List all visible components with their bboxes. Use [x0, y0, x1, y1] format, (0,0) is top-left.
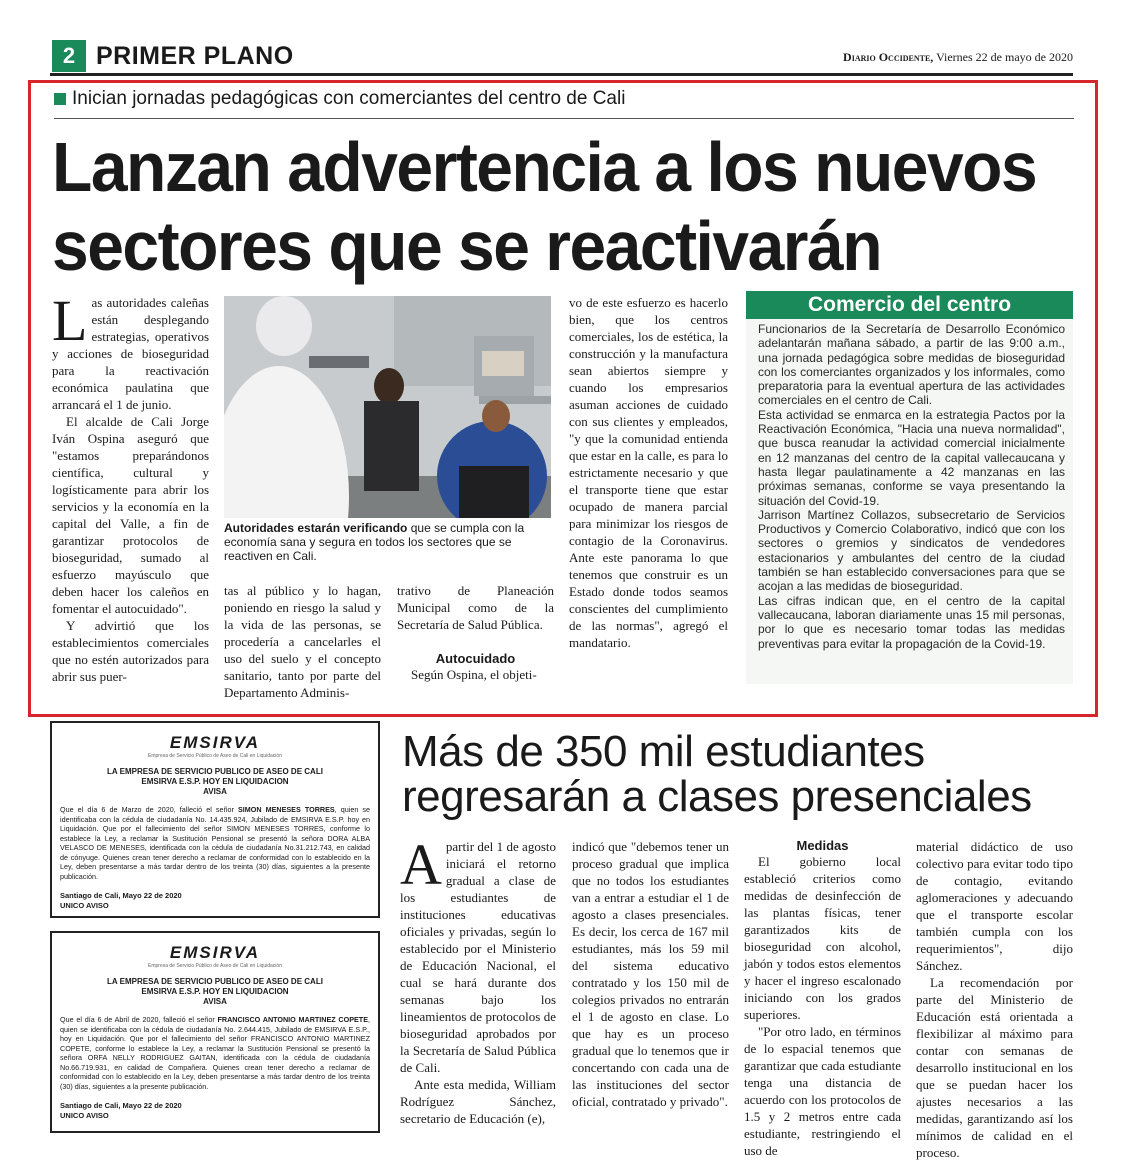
paragraph: tas al público y lo hagan, poniendo en riesgo la salud y la vida de las personas, se procedería a cancelarles el uso del suelo y el concepto sanitario, tanto por parte del Departamento Adminis- — [224, 583, 381, 700]
issue-date: Viernes 22 de mayo de 2020 — [936, 50, 1073, 64]
article2-column-3 — [744, 838, 901, 1159]
emsirva-logo: EMSIRVA — [169, 733, 261, 752]
sidebar-paragraph: Esta actividad se enmarca en la estrategia Pactos por la Reactivación Económica, "Hacia una nueva normalidad", que busca reanudar la actividad comercial inicialmente en 12 manzanas del centro de la capital vallecaucana y hasta llegar paulatinamente a 42 manzanas en las próximas semanas, conforme se vaya presentando la situación del Covid-19. — [758, 407, 1065, 508]
notice-place-date: Santiago de Cali, Mayo 22 de 2020 — [60, 891, 182, 900]
paragraph: Ante esta medida, William Rodríguez Sánchez, secretario de Educación (e), — [400, 1077, 556, 1126]
deceased-name: SIMON MENESES TORRES — [237, 805, 335, 814]
page-number: 2 — [52, 40, 86, 72]
notice-place-date: Santiago de Cali, Mayo 22 de 2020 — [60, 1101, 182, 1110]
notice-heading-line: EMSIRVA E.S.P. HOY EN LIQUIDACION — [141, 777, 289, 786]
article2-headline — [402, 727, 1092, 821]
notice-text — [52, 805, 378, 881]
legal-notice — [50, 721, 380, 918]
barbershop-photo-illustration — [224, 296, 551, 518]
paragraph: La recomendación por parte del Ministerio de Educación está orientada a flexibilizar al máximo para contar con semanas de desarrollo institucional en los que se puedan hacer los ajustes necesarios a las medidas, garantizando así los mínimos de calidad en el proceso. — [916, 975, 1073, 1160]
paragraph: indicó que "debemos tener un proceso gradual que implica que no todos los estudiantes van a entrar a estudiar el 1 de agosto a clases presenciales. Es decir, los cerca de 167 mil estudiantes, más los 59 mil del sistema educativo contratado y los 150 mil de colegios privados no entrarán el 1 de agosto en clase. Lo que hay es un proceso gradual que lo tenemos que ir concertando con cada una de las instituciones del sector oficial, contratado y privado". — [572, 839, 729, 1109]
section-title: PRIMER PLANO — [96, 42, 294, 70]
notice-text-part: , quien se identificaba con la cédula de ciudadanía No. 14.435.924, Jubilado de EMSIRVA E.S.P. hoy en Liquidación. Que por el fallecimiento del señor SIMON MENESES TORRES, conforme lo establece la Ley, a reclamar la Sustitución Pensional se presentó la señora DORA ALBA VELASCO DE MENESES, identificada con la cédula de ciudadanía No.31.212.743, en calidad de cónyuge. Quienes crean tener derecho a reclamar de conformidad con lo establecido en la Ley, deben presentarse a más tardar dentro de los treinta (30) días, siguientes a la presente publicación. — [60, 805, 371, 881]
paragraph — [400, 832, 556, 1076]
article-column-4 — [569, 294, 728, 651]
article-kicker — [54, 88, 625, 110]
paragraph: El alcalde de Cali Jorge Iván Ospina aseguró que "estamos preparándonos científica, cultural y logísticamente para abrir los servicios y la economía en la capital del Valle, a fin de garantizar protocolos de bioseguridad, sumado al esfuerzo mayúsculo que deben hacer los caleños en fomentar el autocuidado". — [52, 414, 209, 616]
article-photo — [224, 296, 551, 518]
notice-heading-line: EMSIRVA E.S.P. HOY EN LIQUIDACION — [141, 987, 289, 996]
sidebar-body — [758, 322, 1065, 651]
article-column-1 — [52, 288, 209, 685]
notice-heading — [52, 767, 378, 797]
notice-footer — [52, 891, 378, 911]
legal-notice — [50, 931, 380, 1133]
headline-line-2: regresarán a clases presenciales — [402, 771, 1032, 821]
article2-column-2 — [572, 838, 729, 1110]
notice-heading-line: AVISA — [203, 787, 227, 796]
subhead: Autocuidado — [435, 651, 516, 666]
paragraph — [52, 288, 209, 413]
green-square-icon — [54, 93, 66, 105]
headline-line-1: Lanzan advertencia a los nuevos — [52, 128, 1037, 206]
subhead: Medidas — [796, 838, 849, 853]
notice-heading — [52, 977, 378, 1007]
notice-text-part: , quien se identificaba con la cédula de ciudadanía No. 2.644.415, Jubilado de EMSIRVA E.S.P., hoy en Liquidación. Que por el fallecimiento del señor FRANCISCO ANTONIO MARTINEZ COPETE, conforme lo establece la Ley, a reclamar la Sustitución Pensional se presentó la señora ORFA NELLY RODRIGUEZ GAITAN, identificada con la cédula de ciudadanía No.66.719.931, en calidad de Compañera. Quienes crean tener derecho a reclamar de conformidad con lo establecido en la Ley, deben presentarse a más tardar dentro de los treinta (30) días, siguientes a la presente publicación. — [60, 1015, 370, 1091]
photo-caption — [224, 521, 551, 563]
sidebar-paragraph: Las cifras indican que, en el centro de la capital vallecaucana, laboran diariamente unas 15 mil personas, por lo que es necesario tomar todas las medidas preventivas para evitar la propagación de la Covid-19. — [758, 593, 1065, 651]
paragraph: "Por otro lado, en términos de lo espacial tenemos que garantizar que cada estudiante tenga una distancia de acuerdo con los protocolos de 1.5 y 2 metros entre cada estudiante, restringiendo el uso de — [744, 1024, 901, 1158]
caption-bold: Autoridades estarán verificando — [224, 521, 408, 535]
paragraph: vo de este esfuerzo es hacerlo bien, que los centros comerciales, los de estética, la construcción y la manufactura sean abiertos siempre y cuando los empresarios asuman acciones de cuidado con sus clientes y empleados, "y que la comunidad entienda que estar en la calle, es para lo estrictamente necesario y que el transporte tiene que estar ocupado de manera parcial para minimizar los riesgos de contagio de la Coronavirus. Ante este panorama lo que tenemos que construir es un Estado donde todos seamos conscientes del cumplimiento de las normas", agregó el mandatario. — [569, 295, 728, 650]
kicker-divider — [54, 118, 1074, 119]
paragraph: Y advirtió que los establecimientos comerciales que no estén autorizados para abrir sus puer- — [52, 618, 209, 684]
emsirva-logo: EMSIRVA — [169, 943, 261, 962]
article2-column-4 — [916, 838, 1073, 1161]
masthead-info — [843, 50, 1073, 65]
headline-line-2: sectores que se reactivarán — [52, 206, 882, 285]
notice-heading-line: AVISA — [203, 997, 227, 1006]
paragraph-text: as autoridades caleñas están desplegando estrategias, operativos y acciones de bioseguridad para la reactivación económica paulatina que arrancará el 1 de junio. — [52, 295, 209, 412]
caption-text: que se cumpla con la economía sana y segura en todos los sectores que se reactiven en Cali. — [224, 521, 525, 563]
masthead-divider — [50, 73, 1073, 76]
dropcap: A — [400, 832, 442, 897]
sidebar-paragraph: Jarrison Martínez Collazos, subsecretario de Servicios Productivos y Comercio Colaborativo, indicó que con los sectores o gremios y sindicatos de vendedores estacionarios y ambulantes del centro de la ciudad también se han establecido conversaciones para que se acojan a las medidas de bioseguridad. — [758, 507, 1065, 594]
logo-tagline: Empresa de Servicio Público de Aseo de Cali en Liquidación — [148, 963, 282, 969]
notice-text-part: Que el día 6 de Marzo de 2020, falleció el señor — [60, 805, 238, 814]
notice-footer — [52, 1101, 378, 1121]
kicker-text: Inician jornadas pedagógicas con comerciantes del centro de Cali — [72, 88, 626, 109]
dropcap: L — [52, 288, 88, 353]
article-column-2 — [224, 582, 381, 701]
article-headline — [52, 128, 1082, 285]
notice-text — [52, 1015, 378, 1091]
newspaper-name: Diario Occidente, — [843, 50, 934, 64]
article2-column-1 — [400, 832, 556, 1127]
headline-line-1: Más de 350 mil estudiantes — [402, 727, 925, 776]
sidebar-paragraph: Funcionarios de la Secretaría de Desarrollo Económico adelantarán mañana sábado, a partir de las 9:00 a.m., una jornada pedagógica sobre medidas de bioseguridad con los comerciantes organizados y los informales, como preparatoria para la eventual apertura de las actividades comerciales en el centro de Cali. — [758, 322, 1065, 408]
notice-heading-line: LA EMPRESA DE SERVICIO PUBLICO DE ASEO DE CALI — [107, 977, 323, 986]
article-column-3 — [397, 582, 554, 683]
notice-text-part: Que el día 6 de Abril de 2020, falleció el señor — [60, 1015, 218, 1024]
notice-aviso: UNICO AVISO — [60, 1111, 109, 1120]
paragraph: Según Ospina, el objeti- — [411, 667, 537, 682]
paragraph: trativo de Planeación Municipal como de la Secretaría de Salud Pública. — [397, 583, 554, 632]
paragraph-text: partir del 1 de agosto iniciará el retorno gradual a clase de los estudiantes de instituciones educativas oficiales y privadas, según lo establecido por el Ministerio de Educación Nacional, el cual se hará durante dos semanas bajo los lineamientos de protocolos de bioseguridad aprobados por la Secretaría de Salud Pública de Cali. — [400, 839, 556, 1075]
deceased-name: FRANCISCO ANTONIO MARTINEZ COPETE — [217, 1015, 368, 1024]
notice-heading-line: LA EMPRESA DE SERVICIO PUBLICO DE ASEO DE CALI — [107, 767, 323, 776]
logo-tagline: Empresa de Servicio Público de Aseo de Cali en Liquidación — [148, 753, 282, 759]
notice-aviso: UNICO AVISO — [60, 901, 109, 910]
paragraph: material didáctico de uso colectivo para evitar todo tipo de contagio, evitando aglomeraciones y adecuando que el transporte escolar también cumpla con los requerimientos", dijo Sánchez. — [916, 839, 1073, 973]
paragraph: El gobierno local estableció criterios como medidas de desinfección de las plantas físicas, tener garantizados kits de bioseguridad con alcohol, jabón y todos estos elementos y hacer el ingreso escalonado iniciando con los grados superiores. — [744, 854, 901, 1022]
sidebar-title: Comercio del centro — [746, 291, 1073, 319]
